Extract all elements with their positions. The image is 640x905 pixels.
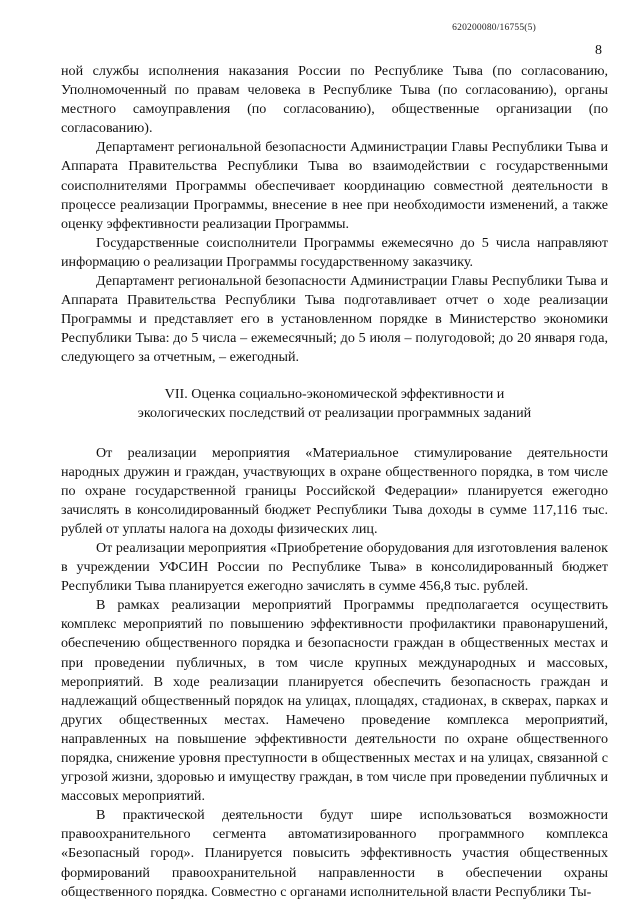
section-title-line: экологических последствий от реализации программных заданий <box>137 404 532 421</box>
paragraph: В практической деятельности будут шире использоваться возможности правоохранительного сегмента автоматизированного программного комплекса «Безопасный город». Планируется повысить эффективность участия общественных формирований правоохранительной направленности в обеспечении охраны общественного порядка. Совместно с органами исполнительной власти Республики Ты- <box>61 807 608 900</box>
document-body <box>61 62 608 902</box>
document-id: 620200080/16755(5) <box>452 23 536 33</box>
paragraph: Департамент региональной безопасности Администрации Главы Республики Тыва и Аппарата Правительства Республики Тыва подготавливает отчет о ходе реализации Программы и представляет его в установленном порядке в Министерство экономики Республики Тыва: до 5 числа – ежемесячный; до 5 июля – полугодовой; до 20 января года, следующего за отчетным, – ежегодный. <box>61 273 608 366</box>
paragraph: В рамках реализации мероприятий Программы предполагается осуществить комплекс мероприятий по повышению эффективности профилактики правонарушений, обеспечению общественного порядка и безопасности граждан в общественных местах и при проведении публичных, в том числе крупных международных и массовых, мероприятий. В ходе реализации планируется обеспечить безопасность граждан и надлежащий общественный порядок на улицах, площадях, стадионах, в скверах, парках и других общественных местах. Намечено проведение комплекса мероприятий, направленных на повышение эффективности деятельности по охране общественного порядка, снижение уровня преступности в общественных местах и на улицах, связанной с угрозой жизни, здоровью и имуществу граждан, в том числе при проведении публичных и массовых мероприятий. <box>61 597 608 805</box>
paragraph: ной службы исполнения наказания России по Республике Тыва (по согласованию, Уполномоченный по правам человека в Республике Тыва (по согласованию), органы местного самоуправления (по согласованию), общественные организации (по согласованию). <box>61 63 608 137</box>
section-title-line: VII. Оценка социально-экономической эффективности и <box>164 385 505 402</box>
paragraph: От реализации мероприятия «Приобретение оборудования для изготовления валенок в учреждении УФСИН России по Республике Тыва» в консолидированный бюджет Республики Тыва планируется ежегодно зачислять в сумме 456,8 тыс. рублей. <box>61 539 608 595</box>
paragraph: Государственные соисполнители Программы ежемесячно до 5 числа направляют информацию о реализации Программы государственному заказчику. <box>61 234 608 270</box>
paragraph: От реализации мероприятия «Материальное стимулирование деятельности народных дружин и граждан, участвующих в охране общественного порядка, в том числе по охране государственной границы Российской Федерации» планируется ежегодно зачислять в консолидированный бюджет Республики Тыва доходы в сумме 117,116 тыс. рублей от уплаты налога на доходы физических лиц. <box>61 444 608 537</box>
page-number: 8 <box>595 43 602 58</box>
section-title <box>61 385 608 423</box>
paragraph: Департамент региональной безопасности Администрации Главы Республики Тыва и Аппарата Правительства Республики Тыва во взаимодействии с государственными соисполнителями Программы обеспечивает координацию совместной деятельности в процессе реализации Программы, внесение в нее при необходимости изменений, а также оценку эффективности реализации Программы. <box>61 139 608 232</box>
